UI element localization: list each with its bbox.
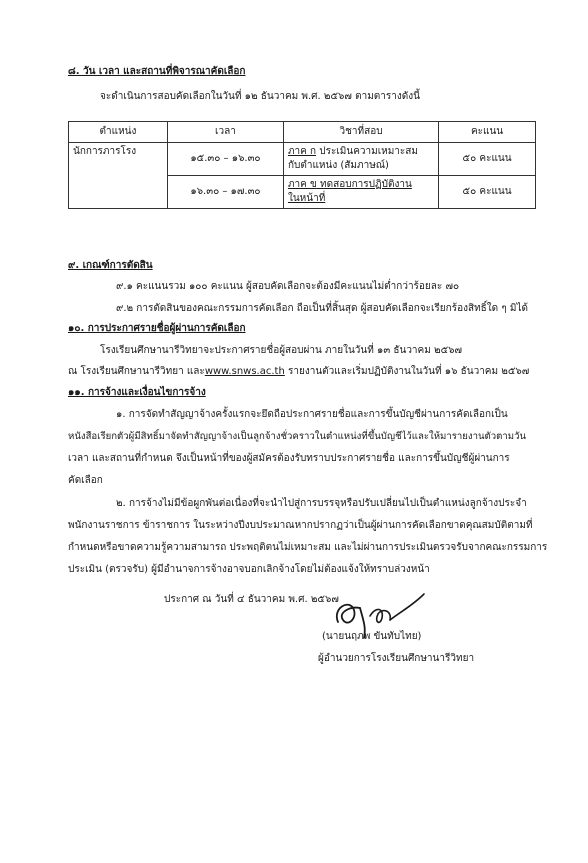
subject-line2: กับตำแหน่ง (สัมภาษณ์) <box>287 160 389 171</box>
cell-position: นักการภารโรง <box>69 143 168 209</box>
section9-heading: ๙. เกณฑ์การตัดสิน <box>68 260 153 271</box>
announce-date: ประกาศ ณ วันที่ ๔ ธันวาคม พ.ศ. ๒๕๖๗ <box>164 594 339 605</box>
section10-line1: โรงเรียนศึกษานารีวิทยาจะประกาศรายชื่อผู้สอบผ่าน ภายในวันที่ ๑๓ ธันวาคม ๒๕๖๗ <box>100 345 463 356</box>
website-link[interactable]: www.snws.ac.th <box>204 366 285 377</box>
subject-rest: ประเมินความเหมาะสม <box>316 146 418 157</box>
subject-line2: ในหน้าที่ <box>287 193 326 204</box>
cell-time: ๑๖.๓๐ – ๑๗.๓๐ <box>167 176 283 209</box>
table-header-row <box>69 122 536 143</box>
section11-p2-line3: กำหนดหรือขาดความรู้ความสามารถ ประพฤติตนไม่เหมาะสม และไม่ผ่านการประเมินตรวจรับจากคณะกรรมการ <box>68 542 548 553</box>
section9-item1: ๙.๑ คะแนนรวม ๑๐๐ คะแนน ผู้สอบคัดเลือกจะต้องมีคะแนนไม่ต่ำกว่าร้อยละ ๗๐ <box>116 281 460 292</box>
section10-heading: ๑๐. การประกาศรายชื่อผู้ผ่านการคัดเลือก <box>68 323 246 334</box>
header-time: เวลา <box>167 122 283 143</box>
line2-pre: ณ โรงเรียนศึกษานารีวิทยา และ <box>68 366 205 377</box>
cell-subject <box>283 143 438 176</box>
subject-prefix: ภาค ข <box>287 179 317 190</box>
header-score: คะแนน <box>439 122 536 143</box>
subject-prefix: ภาค ก <box>287 146 317 157</box>
header-position: ตำแหน่ง <box>69 122 168 143</box>
section10-line2 <box>68 365 529 379</box>
section11-p1-line3: เวลา และสถานที่กำหนด จึงเป็นหน้าที่ของผู้สมัครต้องรับทราบประกาศรายชื่อ และการขึ้นบัญชีผู้ผ่านการ <box>68 453 510 464</box>
section11-p2-line4: ประเมิน (ตรวจรับ) ผู้มีอำนาจการจ้างอาจบอกเลิกจ้างโดยไม่ต้องแจ้งให้ทราบล่วงหน้า <box>68 564 430 575</box>
cell-score: ๕๐ คะแนน <box>439 176 536 209</box>
section11-p1-line2: หนังสือเรียกตัวผู้มีสิทธิ์มาจัดทำสัญญาจ้างเป็นลูกจ้างชั่วคราวในตำแหน่งที่ขึ้นบัญชีไว้และให้มารายงานตัวตามวัน <box>68 431 527 442</box>
section11-p1-line1: ๑. การจัดทำสัญญาจ้างครั้งแรกจะยึดถือประกาศรายชื่อและการขึ้นบัญชีผ่านการคัดเลือกเป็น <box>116 409 508 420</box>
cell-score: ๕๐ คะแนน <box>439 143 536 176</box>
section8-heading: ๘. วัน เวลา และสถานที่พิจารณาคัดเลือก <box>68 66 246 77</box>
line2-post: รายงานตัวและเริ่มปฏิบัติงานในวันที่ ๑๖ ธันวาคม ๒๕๖๗ <box>284 366 530 377</box>
section11-heading: ๑๑. การจ้างและเงื่อนไขการจ้าง <box>68 387 206 398</box>
section8-intro: จะดำเนินการสอบคัดเลือกในวันที่ ๑๒ ธันวาคม พ.ศ. ๒๕๖๗ ตามตารางดังนี้ <box>100 91 420 102</box>
cell-subject <box>283 176 438 209</box>
section11-p2-line1: ๒. การจ้างไม่มีข้อผูกพันต่อเนื่องที่จะนำไปสู่การบรรจุหรือปรับเปลี่ยนไปเป็นตำแหน่งลูกจ้างประจำ <box>116 498 527 509</box>
signer-name: (นายนฤภพ ขันทับไทย) <box>322 631 422 642</box>
header-subject: วิชาที่สอบ <box>283 122 438 143</box>
subject-rest: ทดสอบการปฏิบัติงาน <box>316 179 412 190</box>
table-row <box>69 143 536 176</box>
section11-p1-line4: คัดเลือก <box>68 475 103 486</box>
cell-time: ๑๕.๓๐ – ๑๖.๓๐ <box>167 143 283 176</box>
signer-title: ผู้อำนวยการโรงเรียนศึกษานารีวิทยา <box>318 653 475 664</box>
section11-p2-line2: พนักงานราชการ ข้าราชการ ในระหว่างปีงบประมาณหากปรากฏว่าเป็นผู้ผ่านการคัดเลือกขาดคุณสมบัติตามที่ <box>68 520 533 531</box>
schedule-table <box>68 121 536 209</box>
section9-item2: ๙.๒ การตัดสินของคณะกรรมการคัดเลือก ถือเป็นที่สิ้นสุด ผู้สอบคัดเลือกจะเรียกร้องสิทธิ์ใด ๆ มิได้ <box>116 303 528 314</box>
